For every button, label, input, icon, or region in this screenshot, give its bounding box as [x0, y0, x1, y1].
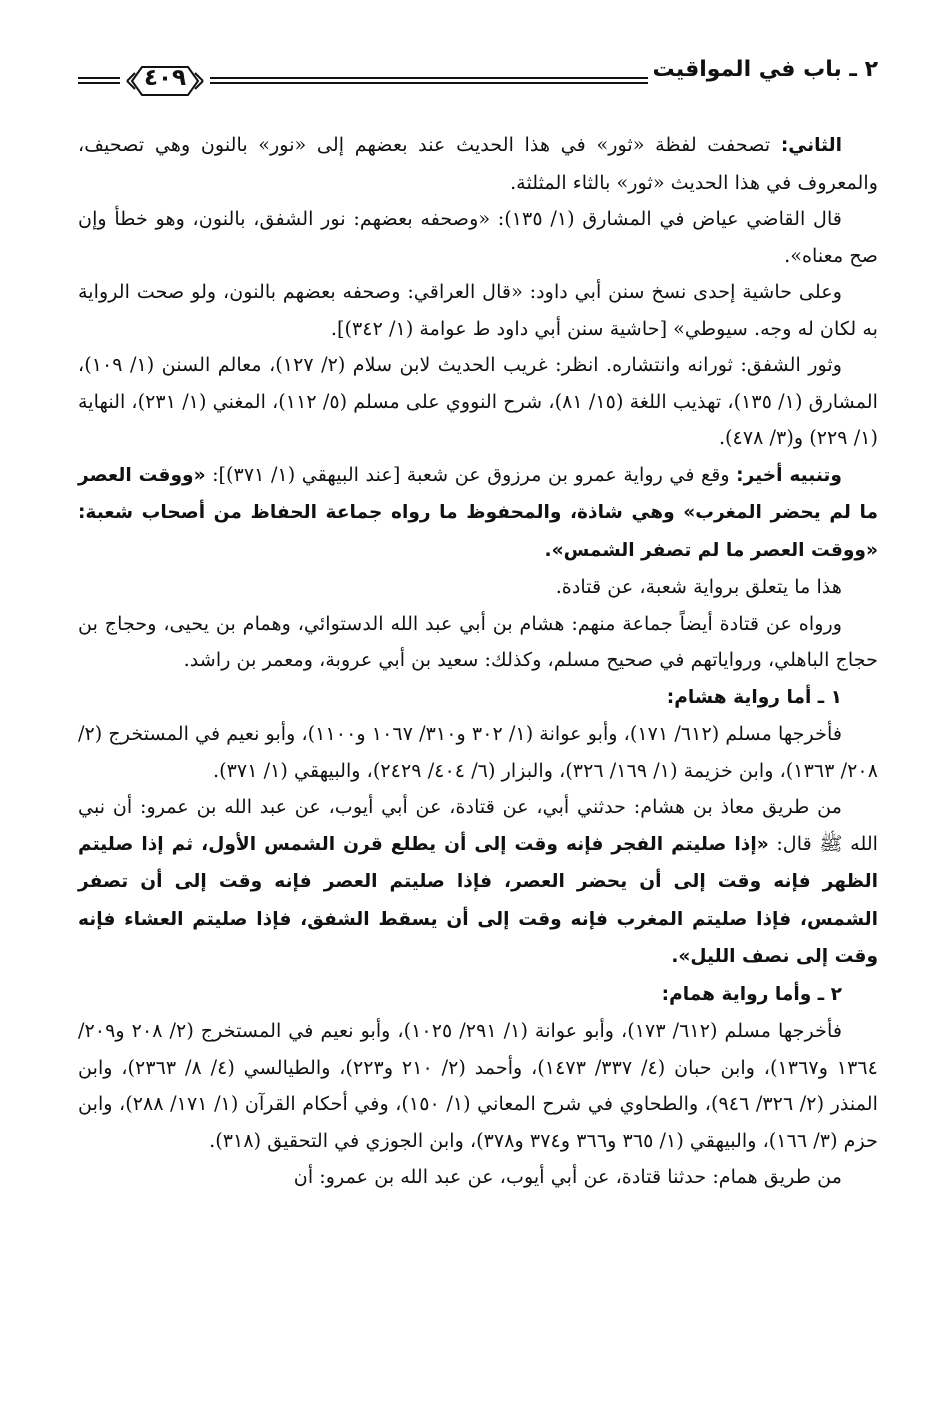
paragraph-text: هذا ما يتعلق برواية شعبة، عن قتادة.: [555, 575, 842, 598]
paragraph: [78, 347, 878, 457]
paragraph-text: من طريق معاذ بن هشام: حدثني أبي، عن قتادة، عن أبي أيوب، عن عبد الله بن عمرو: أن نبي الله ﷺ قال:: [78, 795, 878, 855]
paragraph-text: فأخرجها مسلم (٦١٢/ ١٧١)، وأبو عوانة (١/ ٣٠٢ و٣١٠/ ١٠٦٧ و١١٠٠)، وأبو نعيم في المستخرج (٢/ ٢٠٨/ ١٣٦٣)، وابن خزيمة (١/ ١٦٩/ ٣٢٦)، والبزار (٦/ ٤٠٤/ ٢٤٢٩)، والبيهقي (١/ ٣٧١).: [78, 722, 878, 782]
section-heading: [78, 679, 878, 717]
chapter-title: ٢ ـ باب في المواقيت: [652, 57, 878, 82]
paragraph-lead: الثاني:: [780, 135, 842, 156]
paragraph-text: فأخرجها مسلم (٦١٢/ ١٧٣)، وأبو عوانة (١/ ٢٩١/ ١٠٢٥)، وأبو نعيم في المستخرج (٢/ ٢٠٨ و٢٠٩/ ١٣٦٤ و١٣٦٧)، وابن حبان (٤/ ٣٣٧/ ١٤٧٣)، وأحمد (٢/ ٢١٠ و٢٢٣)، والطيالسي (٤/ ٨/ ٢٣٦٣)، وابن المنذر (٢/ ٣٢٦/ ٩٤٦)، والطحاوي في شرح المعاني (١/ ١٥٠)، وفي أحكام القرآن (١/ ١٧١/ ٢٨٨)، وابن حزم (٣/ ١٦٦)، والبيهقي (١/ ٣٦٥ و٣٦٦ و٣٧٤ و٣٧٨)، وابن الجوزي في التحقيق (٣١٨).: [78, 1019, 878, 1152]
page-number-frame: [126, 63, 204, 99]
document-page: [78, 55, 878, 1395]
paragraph-bold-text: «إذا صليتم الفجر فإنه وقت إلى أن يطلع قرن الشمس الأول، ثم إذا صليتم الظهر فإنه وقت إلى أن يحضر العصر، فإذا صليتم العصر فإنه وقت إلى أن تصفر الشمس، فإذا صليتم المغرب فإنه وقت إلى أن يسقط الشفق، فإذا صليتم العشاء فإنه وقت إلى نصف الليل».: [78, 833, 878, 967]
section-heading-text: ١ ـ أما رواية هشام:: [666, 686, 842, 708]
paragraph-lead: وتنبيه أخير:: [736, 464, 842, 486]
paragraph: [78, 457, 878, 570]
paragraph-text: ورواه عن قتادة أيضاً جماعة منهم: هشام بن أبي عبد الله الدستوائي، وهمام بن يحيى، وحجاج بن حجاج الباهلي، ورواياتهم في صحيح مسلم، وكذلك: سعيد بن أبي عروبة، ومعمر بن راشد.: [78, 611, 878, 671]
paragraph-text: وثور الشفق: ثورانه وانتشاره. انظر: غريب الحديث لابن سلام (٢/ ١٢٧)، معالم السنن (١/ ١٠٩)، المشارق (١/ ١٣٥)، تهذيب اللغة (١٥/ ٨١)، شرح النووي على مسلم (٥/ ١١٢)، المغني (١/ ٢٣١)، النهاية (١/ ٢٢٩) و(٣/ ٤٧٨).: [78, 353, 878, 449]
paragraph-text: قال القاضي عياض في المشارق (١/ ١٣٥): «وصحفه بعضهم: نور الشفق، بالنون، وهو خطأ وإن صح معناه».: [78, 207, 878, 267]
paragraph-text: تصحفت لفظة «ثور» في هذا الحديث عند بعضهم إلى «نور» بالنون وهي تصحيف، والمعروف في هذا الحديث «ثور» بالثاء المثلثة.: [78, 133, 878, 194]
page-header: [78, 55, 878, 99]
paragraph-text: وعلى حاشية إحدى نسخ سنن أبي داود: «قال العراقي: وصحفه بعضهم بالنون، ولو صحت الرواية به لكان له وجه. سيوطي» [حاشية سنن أبي داود ط عوامة (١/ ٣٤٢)].: [78, 280, 878, 340]
section-heading-text: ٢ ـ وأما رواية همام:: [661, 983, 842, 1005]
paragraph-text: من طريق همام: حدثنا قتادة، عن أبي أيوب، عن عبد الله بن عمرو: أن: [293, 1165, 842, 1188]
paragraph: [78, 201, 878, 274]
page-number: ٤٠٩: [143, 65, 187, 91]
paragraph: [78, 606, 878, 679]
paragraph-bold-text: «ووقت العصر ما لم يحضر المغرب» وهي شاذة، والمحفوظ ما رواه جماعة الحفاظ من أصحاب شعبة: «ووقت العصر ما لم تصفر الشمس».: [78, 464, 878, 561]
paragraph-text: وقع في رواية عمرو بن مرزوق عن شعبة [عند البيهقي (١/ ٣٧١)]:: [205, 462, 737, 486]
paragraph: [78, 274, 878, 347]
paragraph: [78, 569, 878, 606]
paragraph: [78, 789, 878, 976]
paragraph: [78, 1013, 878, 1159]
paragraph: [78, 1159, 878, 1196]
paragraph: [78, 716, 878, 789]
document-body: [78, 127, 878, 1196]
paragraph: [78, 127, 878, 201]
section-heading: [78, 976, 878, 1014]
